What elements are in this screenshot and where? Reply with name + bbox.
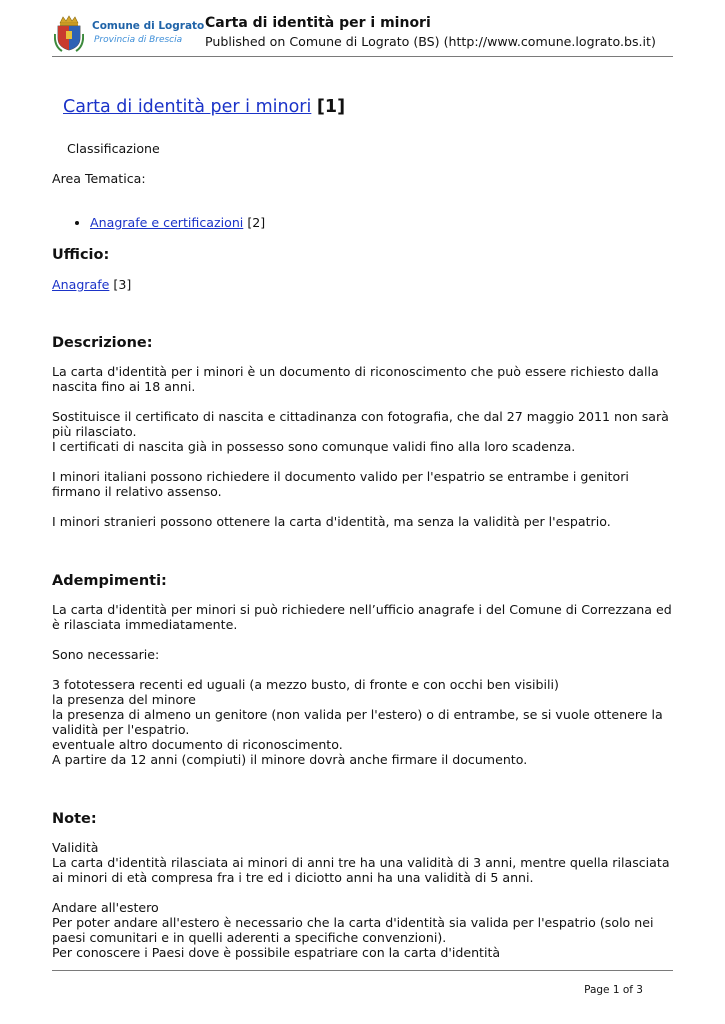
descrizione-paragraph: I minori stranieri possono ottenere la carta d'identità, ma senza la validità per l'espatrio. [52, 514, 611, 529]
adempimenti-paragraph: Sono necessarie: [52, 647, 160, 662]
area-tematica-label: Area Tematica: [52, 171, 146, 186]
ufficio-anagrafe-link[interactable]: Anagrafe [52, 277, 110, 292]
page-header [52, 12, 673, 57]
note-heading: Note: [52, 811, 97, 827]
adempimenti-paragraph: eventuale altro documento di riconoscimento. [52, 737, 343, 752]
note-paragraph: Per conoscere i Paesi dove è possibile espatriare con la carta d'identità [52, 945, 501, 960]
descrizione-paragraph: I certificati di nascita già in possesso sono comunque validi fino alla loro scadenza. [52, 439, 576, 454]
adempimenti-heading: Adempimenti: [52, 573, 167, 589]
page-title [63, 96, 676, 118]
adempimenti-paragraph: 3 fototessera recenti ed uguali (a mezzo busto, di fronte e con occhi ben visibili) [52, 677, 559, 692]
area-anagrafe-certificazioni-link[interactable]: Anagrafe e certificazioni [90, 215, 244, 230]
municipal-crest-icon [54, 14, 84, 52]
site-logo[interactable] [52, 12, 205, 54]
page-number: Page 1 of 3 [584, 984, 643, 996]
adempimenti-paragraph: la presenza del minore [52, 692, 196, 707]
footer-divider [52, 970, 673, 971]
note-paragraph: Per poter andare all'estero è necessario che la carta d'identità sia valida per l'espatrio (solo nei paesi comunitari e in quelli aderenti a specifiche convenzioni). [52, 915, 654, 945]
logo-province-name: Provincia di Brescia [94, 35, 183, 45]
ufficio-value [52, 277, 676, 292]
logo-municipality-name: Comune di Lograto [92, 20, 205, 32]
header-published-source: Published on Comune di Lograto (BS) (http://www.comune.lograto.bs.it) [205, 34, 656, 49]
adempimenti-paragraph: La carta d'identità per minori si può richiedere nell’ufficio anagrafe i del Comune di Correzzana ed è rilasciata immediatamente. [52, 602, 672, 632]
ufficio-heading: Ufficio: [52, 247, 110, 263]
note-paragraph: Validità [52, 840, 99, 855]
page-title-link[interactable]: Carta di identità per i minori [63, 97, 312, 117]
descrizione-paragraph: La carta d'identità per i minori è un documento di riconoscimento che può essere richiesto dalla nascita fino ai 18 anni. [52, 364, 659, 394]
note-paragraph: La carta d'identità rilasciata ai minori di anni tre ha una validità di 3 anni, mentre quella rilasciata ai minori di età compresa fra i tre ed i diciotto anni ha una validità di 5 anni. [52, 855, 670, 885]
main-content [52, 80, 676, 960]
header-title: Carta di identità per i minori [205, 15, 431, 31]
adempimenti-paragraph: A partire da 12 anni (compiuti) il minore dovrà anche firmare il documento. [52, 752, 528, 767]
area-tematica-list [52, 215, 676, 230]
page-title-ref: [1] [316, 97, 346, 117]
ufficio-link-ref: [3] [113, 277, 132, 292]
list-item [90, 215, 676, 230]
classification-label: Classificazione [67, 141, 160, 156]
adempimenti-paragraph: la presenza di almeno un genitore (non valida per l'estero) o di entrambe, se si vuole ottenere la validità per l'espatrio. [52, 707, 663, 737]
descrizione-heading: Descrizione: [52, 335, 153, 351]
note-paragraph: Andare all'estero [52, 900, 159, 915]
descrizione-paragraph: I minori italiani possono richiedere il documento valido per l'espatrio se entrambe i genitori firmano il relativo assenso. [52, 469, 629, 499]
descrizione-paragraph: Sostituisce il certificato di nascita e cittadinanza con fotografia, che dal 27 maggio 2011 non sarà più rilasciato. [52, 409, 669, 439]
area-link-ref: [2] [247, 215, 266, 230]
